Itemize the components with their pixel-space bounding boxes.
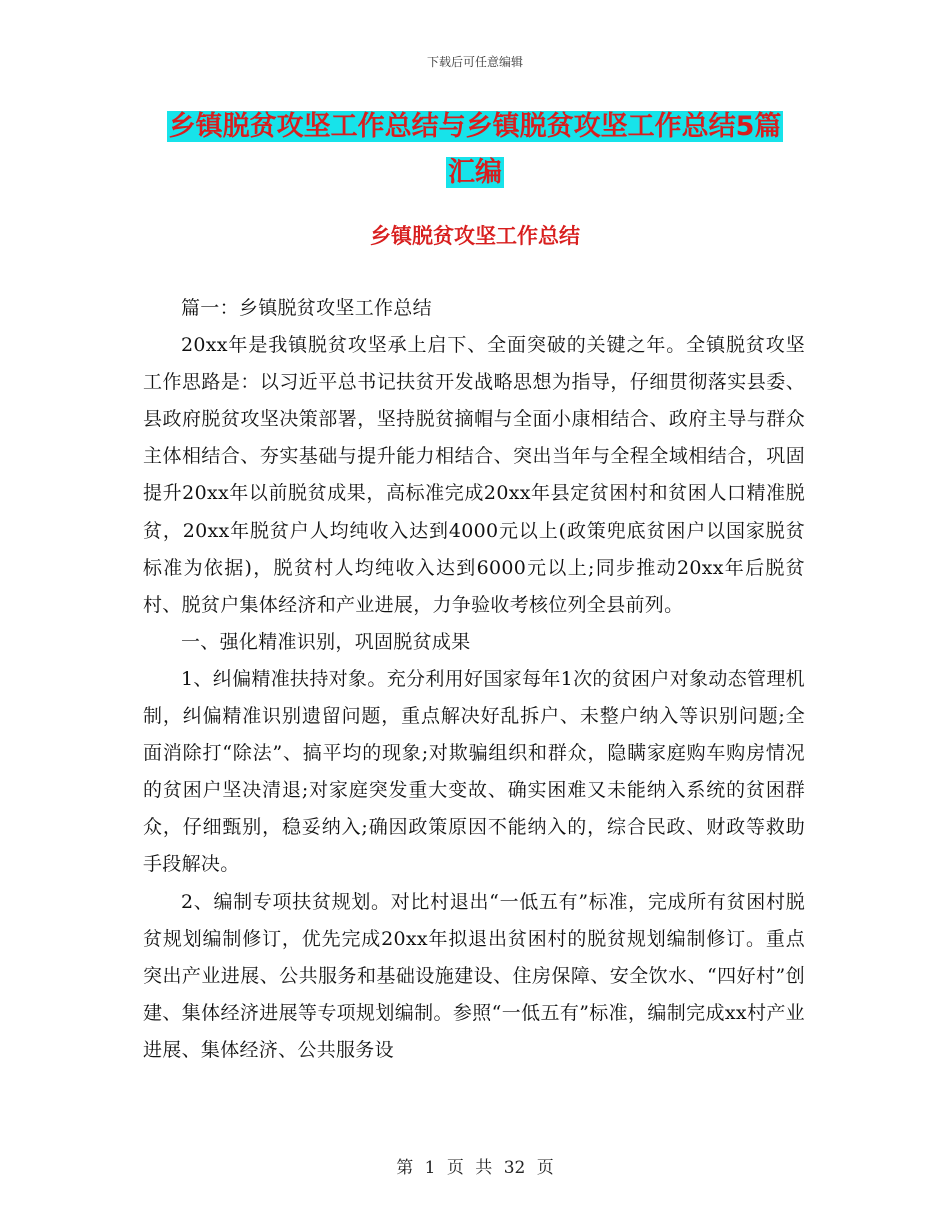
header-note: 下载后可任意编辑 <box>426 55 523 69</box>
document-body <box>143 290 805 1069</box>
page-number-footer: 第 1 页 共 32 页 <box>396 1158 554 1178</box>
subsection-heading: 一、强化精准识别，巩固脱贫成果 <box>181 630 471 653</box>
document-title <box>150 104 800 196</box>
section-title: 乡镇脱贫攻坚工作总结 <box>370 224 580 248</box>
body-paragraph: 20xx年是我镇脱贫攻坚承上启下、全面突破的关键之年。全镇脱贫攻坚工作思路是：以习近平总书记扶贫开发战略思想为指导，仔细贯彻落实县委、县政府脱贫攻坚决策部署，坚持脱贫摘帽与全面小康相结合、政府主导与群众主体相结合、夯实基础与提升能力相结合、突出当年与全程全域相结合，巩固提升20xx年以前脱贫成果，高标准完成20xx年县定贫困村和贫困人口精准脱贫，20xx年脱贫户人均纯收入达到4000元以上(政策兜底贫困户以国家脱贫标准为依据)，脱贫村人均纯收入达到6000元以上;同步推动20xx年后脱贫村、脱贫户集体经济和产业进展，力争验收考核位列全县前列。 <box>143 334 805 616</box>
body-paragraph: 2、编制专项扶贫规划。对比村退出“一低五有”标准，完成所有贫困村脱贫规划编制修订，优先完成20xx年拟退出贫困村的脱贫规划编制修订。重点突出产业进展、公共服务和基础设施建设、住房保障、安全饮水、“四好村”创建、集体经济进展等专项规划编制。参照“一低五有”标准，编制完成xx村产业进展、集体经济、公共服务设 <box>143 890 805 1061</box>
part-heading: 篇一：乡镇脱贫攻坚工作总结 <box>181 297 432 319</box>
body-paragraph: 1、纠偏精准扶持对象。充分利用好国家每年1次的贫困户对象动态管理机制，纠偏精准识别遗留问题，重点解决好乱拆户、未整户纳入等识别问题;全面消除打“除法”、搞平均的现象;对欺骗组织和群众，隐瞒家庭购车购房情况的贫困户坚决清退;对家庭突发重大变故、确实困难又未能纳入系统的贫困群众，仔细甄别，稳妥纳入;确因政策原因不能纳入的，综合民政、财政等救助手段解决。 <box>143 667 805 876</box>
title-line-1: 乡镇脱贫攻坚工作总结与乡镇脱贫攻坚工作总结5篇 <box>168 111 782 142</box>
title-line-2: 汇编 <box>448 157 502 188</box>
